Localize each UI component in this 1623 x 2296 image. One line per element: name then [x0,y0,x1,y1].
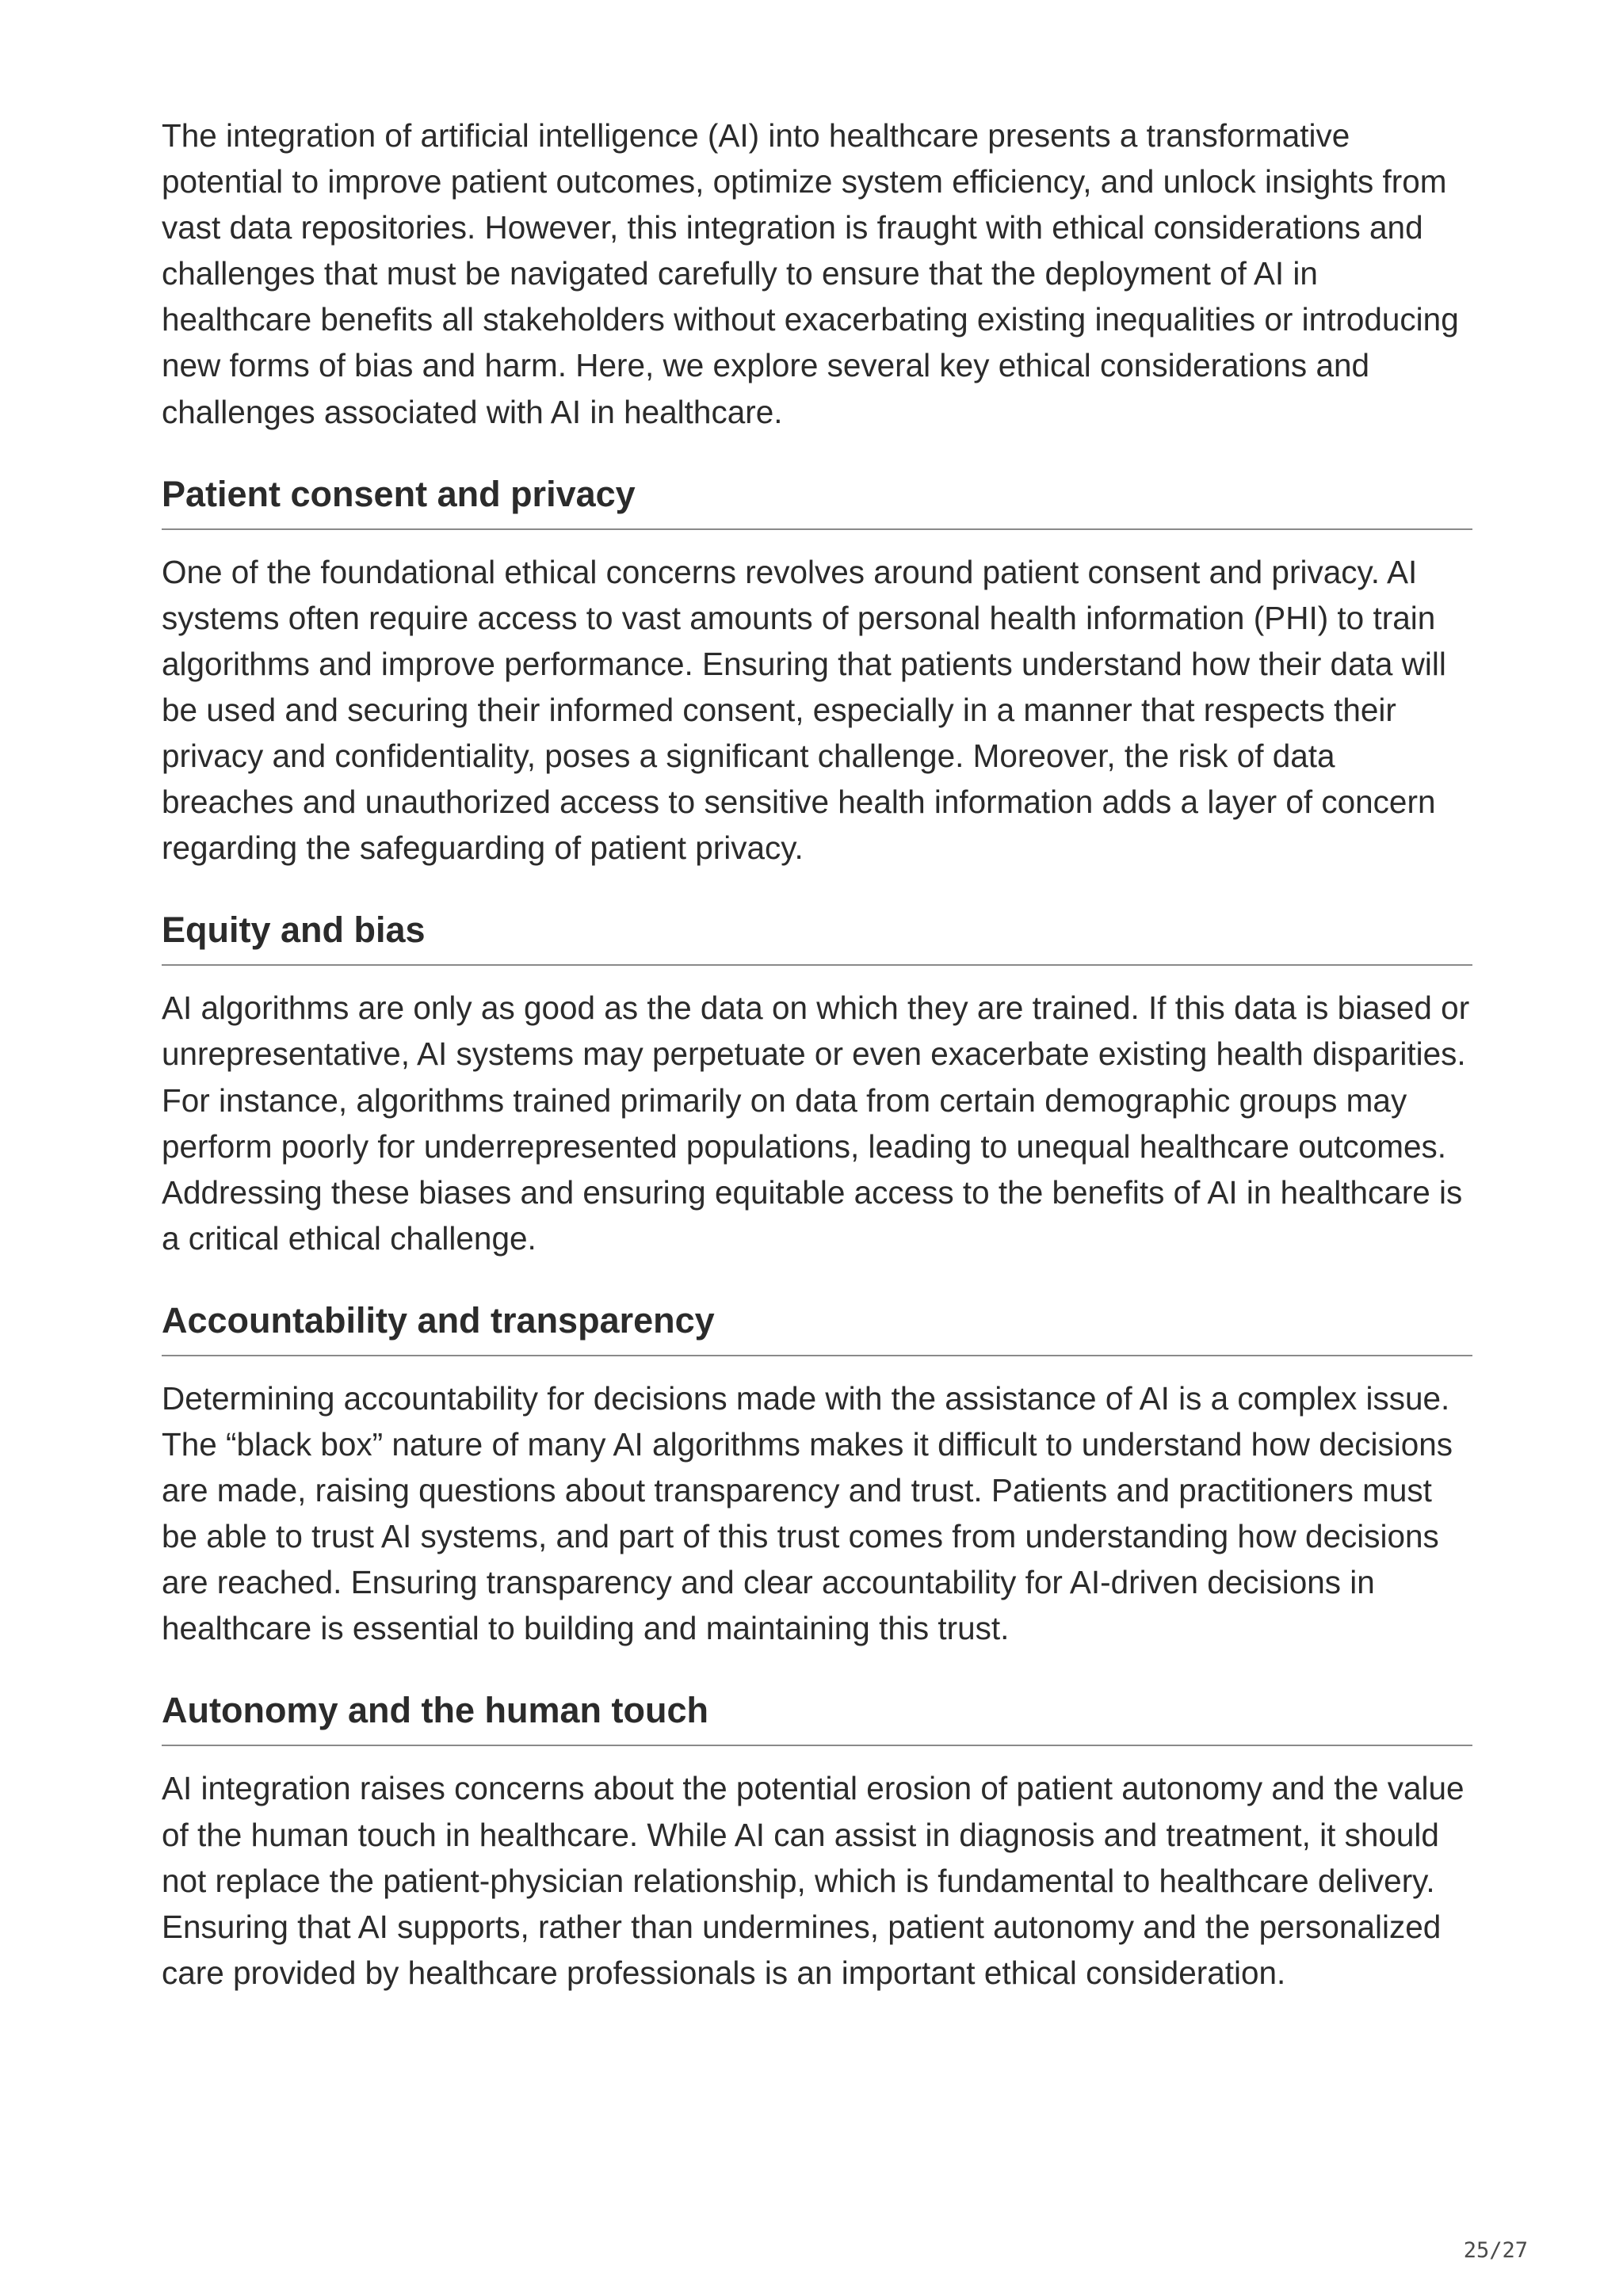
section-heading: Equity and bias [162,907,1472,966]
page-number: 25/27 [1463,2238,1528,2263]
section-heading: Accountability and transparency [162,1298,1472,1356]
section-accountability [162,1298,1472,1652]
intro-paragraph: The integration of artificial intelligence (AI) into healthcare presents a transformative potential to improve patient outcomes, optimize system efficiency, and unlock insights from vast data repositories. However, this integration is fraught with ethical considerations and challenges that must be navigated carefully to ensure that the deployment of AI in healthcare benefits all stakeholders without exacerbating existing inequalities or introducing new forms of bias and harm. Here, we explore several key ethical considerations and challenges associated with AI in healthcare. [162,117,1459,430]
section-paragraph: One of the foundational ethical concerns revolves around patient consent and privacy. AI systems often require access to vast amounts of personal health information (PHI) to train algorithms and improve performance. Ensuring that patients understand how their data will be used and securing their informed consent, especially in a manner that respects their privacy and confidentiality, poses a significant challenge. Moreover, the risk of data breaches and unauthorized access to sensitive health information adds a layer of concern regarding the safeguarding of patient privacy. [162,553,1446,867]
document-body [162,113,1472,1996]
section-equity-bias [162,907,1472,1261]
section-paragraph: AI algorithms are only as good as the data on which they are trained. If this data is biased or unrepresentative, AI systems may perpetuate or even exacerbate existing health disparities. For instance, algorithms trained primarily on data from certain demographic groups may perform poorly for underrepresented populations, leading to unequal healthcare outcomes. Addressing these biases and ensuring equitable access to the benefits of AI in healthcare is a critical ethical challenge. [162,990,1470,1257]
section-paragraph: AI integration raises concerns about the potential erosion of patient autonomy and the value of the human touch in healthcare. While AI can assist in diagnosis and treatment, it should not replace the patient-physician relationship, which is fundamental to healthcare delivery. Ensuring that AI supports, rather than undermines, patient autonomy and the personalized care provided by healthcare professionals is an important ethical consideration. [162,1770,1465,1991]
section-heading: Autonomy and the human touch [162,1688,1472,1746]
section-paragraph: Determining accountability for decisions made with the assistance of AI is a complex issue. The “black box” nature of many AI algorithms makes it difficult to understand how decisions are made, raising questions about transparency and trust. Patients and practitioners must be able to trust AI systems, and part of this trust comes from understanding how decisions are reached. Ensuring transparency and clear accountability for AI-driven decisions in healthcare is essential to building and maintaining this trust. [162,1379,1453,1647]
section-patient-consent [162,471,1472,871]
section-heading: Patient consent and privacy [162,471,1472,530]
section-autonomy [162,1688,1472,1995]
